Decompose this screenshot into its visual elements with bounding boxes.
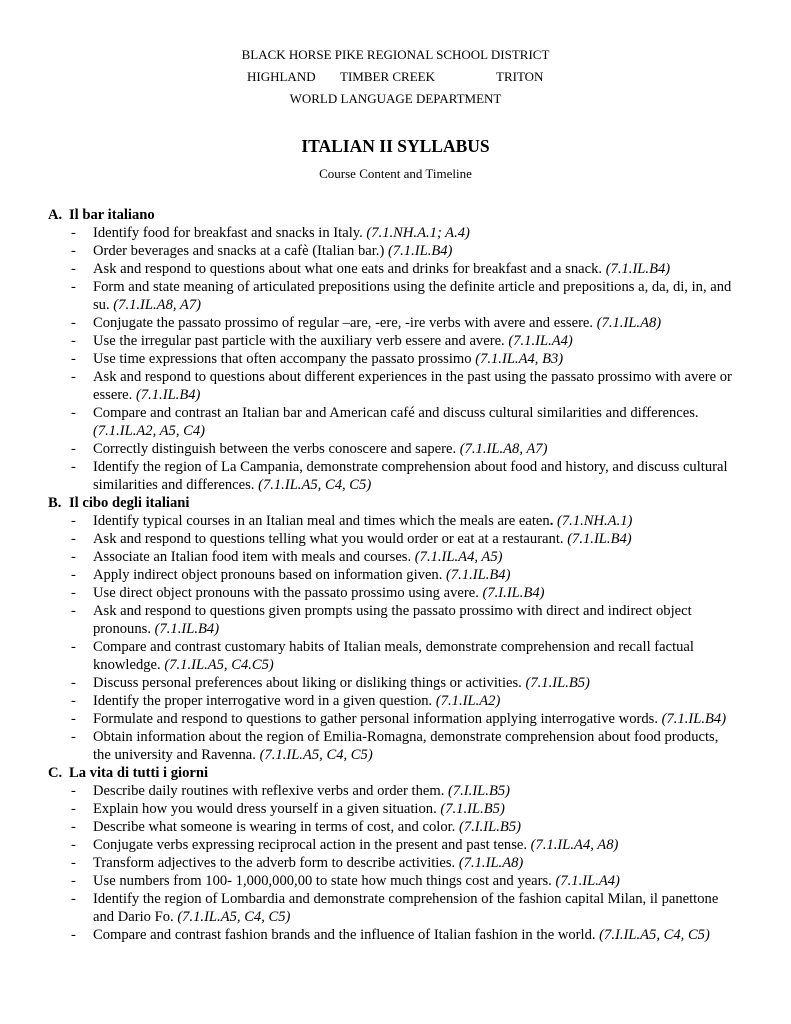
list-item [48,242,738,260]
item-text: Compare and contrast an Italian bar and American café and discuss cultural similarities and differences. [93,405,699,421]
list-item [48,854,738,872]
dash-bullet: - [71,315,76,331]
syllabus-content [48,206,738,944]
standard-code: (7.I.IL.B4) [482,585,545,601]
standard-code: (7.1.IL.B4) [135,387,201,403]
school-name: TRITON [496,69,544,84]
list-item [48,584,738,602]
list-item [48,836,738,854]
item-text: Compare and contrast customary habits of Italian meals, demonstrate comprehension and recall factual knowledge. [93,639,694,673]
standard-code: (7.1.IL.A8) [596,315,662,331]
section-letter: C. [48,765,63,781]
list-item [48,512,738,530]
dash-bullet: - [71,801,76,817]
standard-code: (7.1.IL.B5) [525,675,590,691]
standard-code: (7.I.IL.B5) [448,783,511,799]
item-text: Identify the region of Lombardia and demonstrate comprehension of the fashion capital Milan, il panettone and Dario Fo. [93,891,719,925]
standard-code: (7.1.IL.A2) [435,693,501,709]
item-text: Use the irregular past particle with the auxiliary verb essere and avere. [93,333,509,349]
item-text: Formulate and respond to questions to gather personal information applying interrogative words. [93,711,662,727]
section-heading [48,764,738,782]
item-text: Ask and respond to questions telling what you would order or eat at a restaurant. [93,531,568,547]
list-item [48,530,738,548]
list-item [48,278,738,314]
item-text: Correctly distinguish between the verbs conoscere and sapere. [93,441,460,457]
list-item [48,890,738,926]
standard-code: (7.1.IL.A2, A5, C4) [93,423,206,439]
dash-bullet: - [71,675,76,691]
dash-bullet: - [71,225,76,241]
item-text: Ask and respond to questions about different experiences in the past using the passato prossimo with avere or essere. [93,369,732,403]
list-item [48,782,738,800]
item-text: Use direct object pronouns with the passato prossimo using avere. [93,585,483,601]
standard-code: (7.1.IL.A4, B3) [475,351,564,367]
item-text: Order beverages and snacks at a cafè (Italian bar.) [93,243,388,259]
section-title: La vita di tutti i giorni [69,765,209,781]
dash-bullet: - [71,927,76,943]
item-text: Obtain information about the region of Emilia-Romagna, demonstrate comprehension about food products, the university and Ravenna. [93,729,719,763]
item-text: Identify the proper interrogative word in a given question. [93,693,436,709]
item-bold-text: . [549,513,554,529]
district-name: BLACK HORSE PIKE REGIONAL SCHOOL DISTRICT [241,47,550,62]
item-text: Ask and respond to questions about what one eats and drinks for breakfast and a snack. [93,261,606,277]
item-text: Form and state meaning of articulated prepositions using the definite article and prepositions a, da, di, in, and su. [93,279,732,313]
standard-code: (7.I.IL.A5, C4, C5) [599,927,710,943]
standard-code: (7.1.NH.A.1) [553,513,633,529]
dash-bullet: - [71,567,76,583]
dash-bullet: - [71,639,76,655]
standard-code: (7.1.IL.A5, C4, C5) [258,477,372,493]
item-text: Apply indirect object pronouns based on information given. [93,567,447,583]
document-title: ITALIAN II SYLLABUS [301,136,490,156]
standard-code: (7.1.IL.A8, A7) [113,297,201,313]
school-name: HIGHLAND [247,69,316,84]
dash-bullet: - [71,711,76,727]
standard-code: (7.1.NH.A.1; A.4) [366,225,470,241]
dash-bullet: - [71,531,76,547]
standard-code: (7.1.IL.A4) [555,873,620,889]
dash-bullet: - [71,279,76,295]
dash-bullet: - [71,333,76,349]
list-item [48,314,738,332]
dash-bullet: - [71,441,76,457]
list-item [48,440,738,458]
standard-code: (7.1.IL.B4) [567,531,632,547]
list-item [48,224,738,242]
standard-code: (7.1.IL.B4) [154,621,220,637]
standard-code: (7.1.IL.A8, A7) [459,441,548,457]
list-item [48,638,738,674]
list-item [48,458,738,494]
item-text: Identify typical courses in an Italian meal and times which the meals are eaten [93,513,550,529]
dash-bullet: - [71,873,76,889]
dash-bullet: - [71,513,76,529]
item-text: Use time expressions that often accompany the passato prossimo [93,351,476,367]
dash-bullet: - [71,603,76,619]
document-header [0,44,791,110]
list-item [48,548,738,566]
standard-code: (7.1.IL.A5, C4, C5) [259,747,373,763]
item-text: Identify food for breakfast and snacks in Italy. [93,225,367,241]
list-item [48,368,738,404]
item-text: Identify the region of La Campania, demonstrate comprehension about food and history, and discuss cultural similarities and differences. [93,459,728,493]
dash-bullet: - [71,369,76,385]
item-text: Ask and respond to questions given prompts using the passato prossimo with direct and indirect object pronouns. [93,603,692,637]
section-title: Il bar italiano [69,207,155,223]
item-text: Use numbers from 100- 1,000,000,00 to state how much things cost and years. [93,873,556,889]
list-item [48,710,738,728]
dash-bullet: - [71,405,76,421]
standard-code: (7.1.IL.A4, A5) [414,549,503,565]
item-text: Describe what someone is wearing in terms of cost, and color. [93,819,459,835]
list-item [48,872,738,890]
item-text: Associate an Italian food item with meals and courses. [93,549,415,565]
school-list [0,66,791,88]
list-item [48,728,738,764]
item-text: Transform adjectives to the adverb form to describe activities. [93,855,459,871]
item-text: Discuss personal preferences about liking or disliking things or activities. [93,675,526,691]
standard-code: (7.1.IL.A5, C4.C5) [164,657,274,673]
dash-bullet: - [71,351,76,367]
department-name: WORLD LANGUAGE DEPARTMENT [289,91,502,106]
dash-bullet: - [71,243,76,259]
standard-code: (7.1.IL.B4) [446,567,511,583]
list-item [48,926,738,944]
section-letter: B. [48,495,62,511]
dash-bullet: - [71,855,76,871]
dash-bullet: - [71,585,76,601]
item-text: Describe daily routines with reflexive verbs and order them. [93,783,448,799]
standard-code: (7.1.IL.B5) [440,801,505,817]
section-letter: A. [48,207,63,223]
standard-code: (7.1.IL.A5, C4, C5) [177,909,291,925]
list-item [48,566,738,584]
document-subtitle: Course Content and Timeline [319,166,472,181]
item-text: Conjugate the passato prossimo of regular –are, -ere, -ire verbs with avere and essere. [93,315,597,331]
item-text: Conjugate verbs expressing reciprocal action in the present and past tense. [93,837,531,853]
list-item [48,602,738,638]
dash-bullet: - [71,261,76,277]
dash-bullet: - [71,459,76,475]
list-item [48,350,738,368]
dash-bullet: - [71,549,76,565]
list-item [48,800,738,818]
standard-code: (7.1.IL.B4) [387,243,453,259]
dash-bullet: - [71,729,76,745]
standard-code: (7.1.IL.A4) [508,333,573,349]
section-title: Il cibo degli italiani [69,495,190,511]
standard-code: (7.I.IL.B5) [458,819,521,835]
list-item [48,404,738,440]
item-text: Compare and contrast fashion brands and the influence of Italian fashion in the world. [93,927,600,943]
list-item [48,260,738,278]
standard-code: (7.1.IL.A4, A8) [530,837,619,853]
standard-code: (7.1.IL.B4) [605,261,671,277]
section-heading [48,206,738,224]
list-item [48,818,738,836]
dash-bullet: - [71,837,76,853]
standard-code: (7.1.IL.A8) [458,855,524,871]
dash-bullet: - [71,819,76,835]
section-heading [48,494,738,512]
school-name: TIMBER CREEK [340,69,435,84]
standard-code: (7.1.IL.B4) [661,711,727,727]
item-text: Explain how you would dress yourself in a given situation. [93,801,441,817]
dash-bullet: - [71,693,76,709]
list-item [48,332,738,350]
list-item [48,674,738,692]
dash-bullet: - [71,891,76,907]
list-item [48,692,738,710]
dash-bullet: - [71,783,76,799]
